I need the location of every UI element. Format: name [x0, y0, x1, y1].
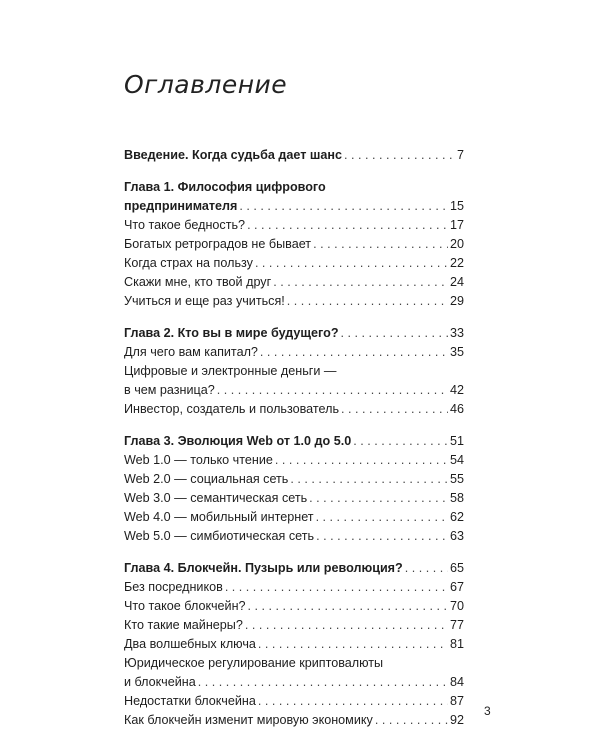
entry-title: Когда страх на пользу — [124, 256, 253, 270]
entry-title: Скажи мне, кто твой друг — [124, 275, 272, 289]
entry-title: Для чего вам капитал? — [124, 345, 258, 359]
toc-entry[interactable] — [124, 508, 464, 527]
toc-chapter-heading[interactable] — [124, 146, 464, 165]
entry-page-number: 51 — [449, 434, 464, 448]
toc-entry[interactable] — [124, 616, 464, 635]
entry-title: Web 1.0 — только чтение — [124, 453, 273, 467]
entry-page-number: 62 — [449, 510, 464, 524]
entry-title: в чем разница? — [124, 383, 215, 397]
entry-page-number: 70 — [449, 599, 464, 613]
toc-entry[interactable] — [124, 273, 464, 292]
dot-leader — [313, 235, 448, 254]
entry-page-number: 33 — [449, 326, 464, 340]
entry-page-number: 20 — [449, 237, 464, 251]
entry-title: Недостатки блокчейна — [124, 694, 256, 708]
entry-page-number: 81 — [449, 637, 464, 651]
toc-entry[interactable] — [124, 711, 464, 730]
dot-leader — [341, 400, 448, 419]
dot-leader — [353, 432, 448, 451]
dot-leader — [239, 197, 448, 216]
dot-leader — [198, 673, 448, 692]
toc-chapter — [124, 146, 464, 165]
entry-page-number: 24 — [449, 275, 464, 289]
chapter-title: Глава 2. Кто вы в мире будущего? — [124, 326, 339, 340]
entry-title: Инвестор, создатель и пользователь — [124, 402, 340, 416]
toc-entry[interactable] — [124, 343, 464, 362]
toc-entry[interactable] — [124, 692, 464, 711]
toc-chapter — [124, 178, 464, 311]
entry-title: Богатых ретроградов не бывает — [124, 237, 312, 251]
dot-leader — [245, 616, 448, 635]
entry-page-number: 67 — [449, 580, 464, 594]
toc-chapter-heading[interactable] — [124, 197, 464, 216]
dot-leader — [375, 711, 448, 730]
dot-leader — [248, 597, 448, 616]
entry-page-number: 65 — [449, 561, 464, 575]
entry-title: и блокчейна — [124, 675, 196, 689]
dot-leader — [247, 216, 448, 235]
toc-entry[interactable] — [124, 235, 464, 254]
dot-leader — [273, 273, 448, 292]
dot-leader — [275, 451, 448, 470]
toc-entry[interactable] — [124, 470, 464, 489]
dot-leader — [255, 254, 448, 273]
dot-leader — [341, 324, 448, 343]
entry-page-number: 15 — [449, 199, 464, 213]
dot-leader — [260, 343, 448, 362]
toc-chapter — [124, 559, 464, 730]
chapter-title: Введение. Когда судьба дает шанс — [124, 148, 342, 162]
entry-page-number: 42 — [449, 383, 464, 397]
dot-leader — [225, 578, 448, 597]
entry-title: Два волшебных ключа — [124, 637, 256, 651]
toc-entry[interactable] — [124, 451, 464, 470]
dot-leader — [258, 692, 448, 711]
toc-entry[interactable] — [124, 489, 464, 508]
entry-page-number: 55 — [449, 472, 464, 486]
entry-title: Как блокчейн изменит мировую экономику — [124, 713, 373, 727]
toc-chapter-heading[interactable] — [124, 324, 464, 343]
chapter-title: предпринимателя — [124, 199, 238, 213]
toc-entry[interactable] — [124, 673, 464, 692]
entry-page-number: 84 — [449, 675, 464, 689]
entry-title: Кто такие майнеры? — [124, 618, 243, 632]
page-number: 3 — [484, 704, 491, 718]
dot-leader — [405, 559, 448, 578]
toc-entry[interactable] — [124, 254, 464, 273]
table-of-contents — [124, 146, 464, 743]
entry-title: Что такое блокчейн? — [124, 599, 246, 613]
chapter-title: Глава 4. Блокчейн. Пузырь или революция? — [124, 561, 403, 575]
entry-title: Web 3.0 — семантическая сеть — [124, 491, 308, 505]
entry-title: Web 5.0 — симбиотическая сеть — [124, 529, 315, 543]
dot-leader — [344, 146, 455, 165]
entry-title: Учиться и еще раз учиться! — [124, 294, 285, 308]
toc-chapter-heading[interactable] — [124, 559, 464, 578]
entry-page-number: 7 — [456, 148, 464, 162]
toc-chapter — [124, 324, 464, 419]
entry-page-number: 17 — [449, 218, 464, 232]
dot-leader — [316, 527, 448, 546]
entry-page-number: 29 — [449, 294, 464, 308]
entry-title: Web 4.0 — мобильный интернет — [124, 510, 314, 524]
dot-leader — [290, 470, 448, 489]
entry-page-number: 77 — [449, 618, 464, 632]
toc-entry[interactable] — [124, 635, 464, 654]
entry-title: Что такое бедность? — [124, 218, 246, 232]
entry-page-number: 35 — [449, 345, 464, 359]
toc-entry[interactable] — [124, 381, 464, 400]
toc-entry[interactable] — [124, 400, 464, 419]
entry-title: Web 2.0 — социальная сеть — [124, 472, 289, 486]
toc-entry[interactable] — [124, 292, 464, 311]
toc-chapter-heading[interactable] — [124, 432, 464, 451]
dot-leader — [309, 489, 448, 508]
entry-title: Без посредников — [124, 580, 223, 594]
dot-leader — [258, 635, 448, 654]
toc-entry-line: Цифровые и электронные деньги — — [124, 364, 337, 378]
dot-leader — [217, 381, 448, 400]
entry-page-number: 22 — [449, 256, 464, 270]
chapter-title-line: Глава 1. Философия цифрового — [124, 180, 326, 194]
toc-entry[interactable] — [124, 216, 464, 235]
toc-chapter — [124, 432, 464, 546]
chapter-title: Глава 3. Эволюция Web от 1.0 до 5.0 — [124, 434, 352, 448]
entry-page-number: 46 — [449, 402, 464, 416]
entry-page-number: 92 — [449, 713, 464, 727]
toc-entry[interactable] — [124, 597, 464, 616]
toc-entry[interactable] — [124, 527, 464, 546]
page-title: Оглавление — [124, 70, 288, 99]
entry-page-number: 54 — [449, 453, 464, 467]
entry-page-number: 58 — [449, 491, 464, 505]
toc-entry-line: Юридическое регулирование криптовалюты — [124, 656, 384, 670]
dot-leader — [287, 292, 448, 311]
dot-leader — [316, 508, 448, 527]
toc-entry[interactable] — [124, 578, 464, 597]
entry-page-number: 87 — [449, 694, 464, 708]
entry-page-number: 63 — [449, 529, 464, 543]
